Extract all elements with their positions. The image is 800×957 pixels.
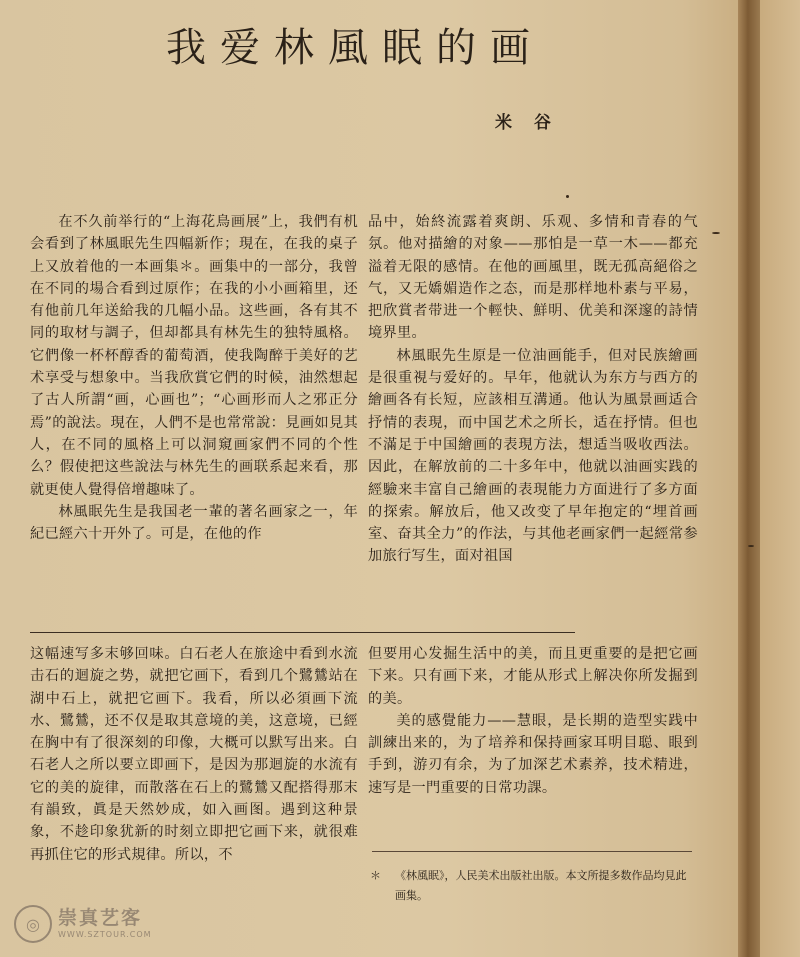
- book-gutter: [738, 0, 760, 957]
- print-speck: [712, 232, 720, 234]
- article-author: 米 谷: [495, 113, 559, 133]
- adjacent-page-edge: [760, 0, 800, 957]
- footnote-text: 《林風眠》，人民美术出版社出版。本文所提多数作品均見此画集。: [395, 869, 687, 902]
- watermark-url: WWW.SZTOUR.COM: [58, 930, 152, 939]
- paragraph: 美的感覺能力——慧眼，是长期的造型实践中訓練出来的，为了培养和保持画家耳明目聪、眼到手到，游刃有余，为了加深艺术素养，技术精进，速写是一門重要的日常功課。: [368, 712, 698, 796]
- section-divider: [30, 632, 575, 633]
- watermark: [14, 905, 152, 943]
- paragraph: 但要用心发掘生活中的美，而且更重要的是把它画下来。只有画下来，才能从形式上解决你所发掘到的美。: [368, 646, 698, 707]
- footnote-divider: [372, 851, 692, 852]
- column-top-right: [368, 211, 698, 568]
- column-bottom-right: [368, 643, 698, 799]
- paragraph: 在不久前举行的“上海花鳥画展”上，我們有机会看到了林風眠先生四幅新作；現在，在我的桌子上又放着他的一本画集＊。画集中的一部分，我曾在不同的場合看到过原作；在我的小小画箱里，还有他前几年送給我的几幅小品。这些画，各有其不同的取材与調子，但却都具有林先生的独特風格。它們像一杯杯醇香的葡萄酒，使我陶醉于美好的艺术享受与想象中。当我欣賞它們的时候，油然想起了古人所謂“画，心画也”；“心画形而人之邪正分焉”的說法。現在，人們不是也常常說：見画如見其人，在不同的風格上可以洞窺画家們不同的个性么？假使把这些說法与林先生的画联系起来看，那就更使人覺得倍增趣味了。: [30, 214, 358, 498]
- print-speck: [566, 195, 569, 198]
- paragraph: 林風眠先生是我国老一輩的著名画家之一，年紀已經六十开外了。可是，在他的作: [30, 503, 358, 543]
- article-title: 我爱林風眠的画: [166, 25, 544, 71]
- footnote-mark: ＊: [370, 869, 381, 882]
- paragraph: 林風眠先生原是一位油画能手，但对民族繪画是很重視与爱好的。早年，他就认为东方与西方的繪画各有长短，应該相互溝通。他认为風景画适合抒情的表現，而中国艺术之所长，适在抒情。但也不滿足于中国繪画的表現方法，想适当吸收西法。因此，在解放前的二十多年中，他就以油画实践的經驗来丰富自己繪画的表現能力方面进行了多方面的探索。解放后，他又改变了早年抱定的“埋首画室、奋其全力”的作法，与其他老画家們一起經常参加旅行写生，面对祖国: [368, 347, 698, 565]
- watermark-name: 崇真艺客: [58, 907, 143, 929]
- footnote: [370, 866, 695, 906]
- column-bottom-left: [30, 643, 358, 866]
- watermark-logo-icon: ◎: [14, 905, 52, 943]
- column-top-left: [30, 211, 358, 545]
- paragraph: 这幅速写多末够回味。白石老人在旅途中看到水流击石的迴旋之势，就把它画下，看到几个鷺鷥站在湖中石上，就把它画下。我看，所以必須画下流水、鷺鷥，还不仅是取其意境的美，这意境，已經在胸中有了很深刻的印像，大概可以默写出来。白石老人之所以要立即画下，是因为那迴旋的水流有它的美的旋律，而散落在石上的鷺鷥又配搭得那末有韻致，眞是天然妙成，如入画图。遇到这种景象，不趁印象犹新的时刻立即把它画下来，就很难再抓住它的形式規律。所以，不: [30, 646, 358, 863]
- paragraph: 品中，始終流露着爽朗、乐观、多情和青春的气氛。他对描繪的对象——那怕是一草一木——都充溢着无限的感情。在他的画風里，既无孤高絕俗之气，又无嬌媚造作之态，而是那样地朴素与平易，把欣賞者带进一个輕快、鮮明、优美和深邃的詩情境界里。: [368, 214, 698, 342]
- print-speck: [748, 545, 754, 547]
